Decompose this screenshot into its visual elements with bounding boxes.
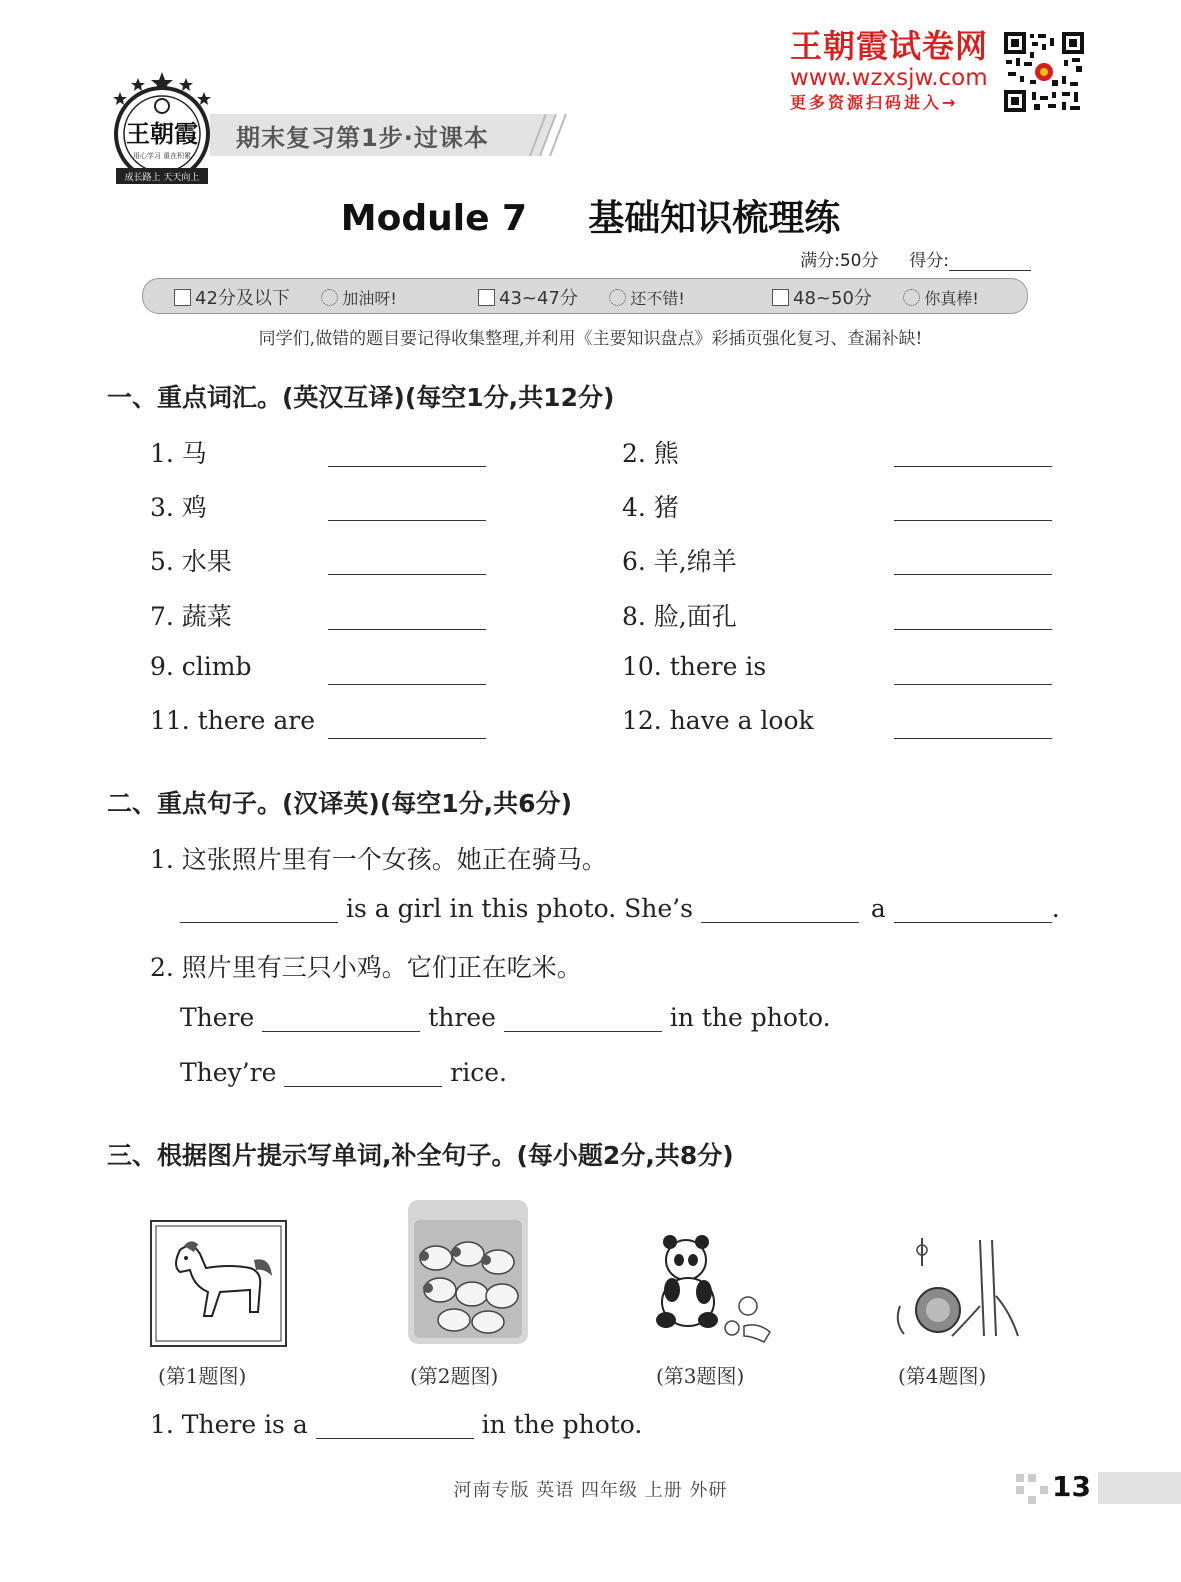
sentence-blank[interactable] — [894, 894, 1052, 923]
svg-text:成长路上 天天向上: 成长路上 天天向上 — [124, 173, 200, 183]
vocab-blank[interactable] — [328, 656, 486, 685]
panda-picture — [652, 1232, 782, 1348]
sentence-text: in the photo. — [669, 1003, 831, 1032]
notice-text: 同学们,做错的题目要记得收集整理,并利用《主要知识盘点》彩插页强化复习、查漏补缺! — [258, 329, 923, 349]
qr-code-icon[interactable] — [1004, 32, 1084, 112]
rating-low[interactable] — [174, 284, 397, 310]
sentence-text: three — [428, 1003, 496, 1032]
figure-caption: (第4题图) — [898, 1364, 987, 1388]
sentence-blank[interactable] — [180, 894, 338, 923]
module-subtitle: 基础知识梳理练 — [588, 198, 841, 239]
vocab-blank[interactable] — [894, 710, 1052, 739]
smiley-icon — [321, 289, 338, 306]
vocab-item: 5. 水果 — [150, 547, 232, 576]
svg-text:用心学习 重在积累: 用心学习 重在积累 — [132, 152, 192, 160]
checkbox-icon[interactable] — [772, 289, 789, 306]
rating-cheer: 还不错! — [630, 289, 685, 308]
figure-caption: (第2题图) — [410, 1364, 499, 1388]
sentence-blank[interactable] — [262, 1003, 420, 1032]
full-score: 满分:50分 — [800, 251, 879, 271]
rating-mid[interactable] — [478, 284, 685, 310]
score-label: 得分: — [909, 251, 949, 271]
page-number-tab — [1014, 1472, 1181, 1504]
vocab-blank[interactable] — [328, 492, 486, 521]
vocab-item: 12. have a look — [622, 706, 814, 735]
section1-heading: 一、重点词汇。(英汉互译)(每空1分,共12分) — [107, 383, 615, 412]
rating-range: 48~50分 — [793, 288, 872, 309]
sentence1-chinese: 1. 这张照片里有一个女孩。她正在骑马。 — [150, 845, 607, 874]
vocab-blank[interactable] — [894, 601, 1052, 630]
sentence-text: They’re — [180, 1058, 277, 1087]
smiley-icon — [609, 289, 626, 306]
brand-url[interactable]: www.wzxsjw.com — [790, 65, 988, 91]
sentence-blank[interactable] — [701, 894, 859, 923]
vocab-item: 10. there is — [622, 652, 767, 681]
vocab-blank[interactable] — [328, 546, 486, 575]
vocab-item: 2. 熊 — [622, 439, 679, 468]
vocab-blank[interactable] — [894, 438, 1052, 467]
sentence2-chinese: 2. 照片里有三只小鸡。它们正在吃米。 — [150, 953, 582, 982]
sentence-blank[interactable] — [316, 1410, 474, 1439]
horse-picture — [150, 1220, 287, 1347]
sentence-text: is a girl in this photo. She’s — [345, 894, 693, 923]
sentence1-english — [180, 894, 1060, 923]
climbing-picture — [892, 1236, 1022, 1346]
checkbox-icon[interactable] — [478, 289, 495, 306]
svg-text:王朝霞: 王朝霞 — [126, 119, 198, 148]
score-blank[interactable] — [949, 250, 1031, 271]
vocab-blank[interactable] — [894, 546, 1052, 575]
vocab-item: 7. 蔬菜 — [150, 602, 232, 631]
vocab-item: 3. 鸡 — [150, 493, 207, 522]
sentence-text: a — [870, 894, 886, 923]
module-title: Module 7 — [340, 198, 528, 239]
brand-block[interactable] — [790, 28, 988, 114]
footer-edition: 河南专版 英语 四年级 上册 外研 — [453, 1480, 728, 1501]
page-title — [0, 190, 1181, 241]
section3-heading: 三、根据图片提示写单词,补全句子。(每小题2分,共8分) — [107, 1141, 734, 1170]
rating-cheer: 你真棒! — [924, 289, 979, 308]
section3-question1 — [150, 1410, 642, 1439]
vocab-blank[interactable] — [328, 710, 486, 739]
sentence-text: in the photo. — [481, 1410, 643, 1439]
sentence-text: 1. There is a — [150, 1410, 308, 1439]
banner-text: 期末复习第1步·过课本 — [236, 124, 489, 152]
vocab-item: 8. 脸,面孔 — [622, 602, 737, 631]
rating-range: 43~47分 — [499, 288, 578, 309]
vocab-blank[interactable] — [328, 601, 486, 630]
rating-cheer: 加油呀! — [342, 289, 397, 308]
sentence-blank[interactable] — [504, 1003, 662, 1032]
vocab-blank[interactable] — [894, 656, 1052, 685]
figure-caption: (第3题图) — [656, 1364, 745, 1388]
page-number: 13 — [1052, 1470, 1091, 1503]
vocab-item: 6. 羊,绵羊 — [622, 547, 737, 576]
sentence-text: There — [180, 1003, 255, 1032]
smiley-icon — [903, 289, 920, 306]
vocab-item: 1. 马 — [150, 439, 207, 468]
vocab-item: 11. there are — [150, 706, 315, 735]
wangzhaoxia-logo — [108, 70, 216, 188]
score-line — [800, 246, 1031, 271]
sheep-picture — [406, 1198, 530, 1346]
rating-range: 42分及以下 — [195, 288, 290, 309]
checkbox-icon[interactable] — [174, 289, 191, 306]
sentence2-english-line2 — [180, 1058, 507, 1087]
vocab-blank[interactable] — [894, 492, 1052, 521]
section2-heading: 二、重点句子。(汉译英)(每空1分,共6分) — [107, 789, 572, 818]
sentence2-english-line1 — [180, 1003, 831, 1032]
vocab-item: 4. 猪 — [622, 493, 679, 522]
sentence-blank[interactable] — [284, 1058, 442, 1087]
brand-more-link[interactable]: 更多资源扫码进入→ — [790, 93, 959, 112]
brand-title: 王朝霞试卷网 — [790, 27, 989, 65]
vocab-blank[interactable] — [328, 438, 486, 467]
rating-high[interactable] — [772, 284, 979, 310]
vocab-item: 9. climb — [150, 652, 252, 681]
sentence-text: . — [1051, 894, 1060, 923]
figure-caption: (第1题图) — [158, 1364, 247, 1388]
sentence-text: rice. — [450, 1058, 507, 1087]
